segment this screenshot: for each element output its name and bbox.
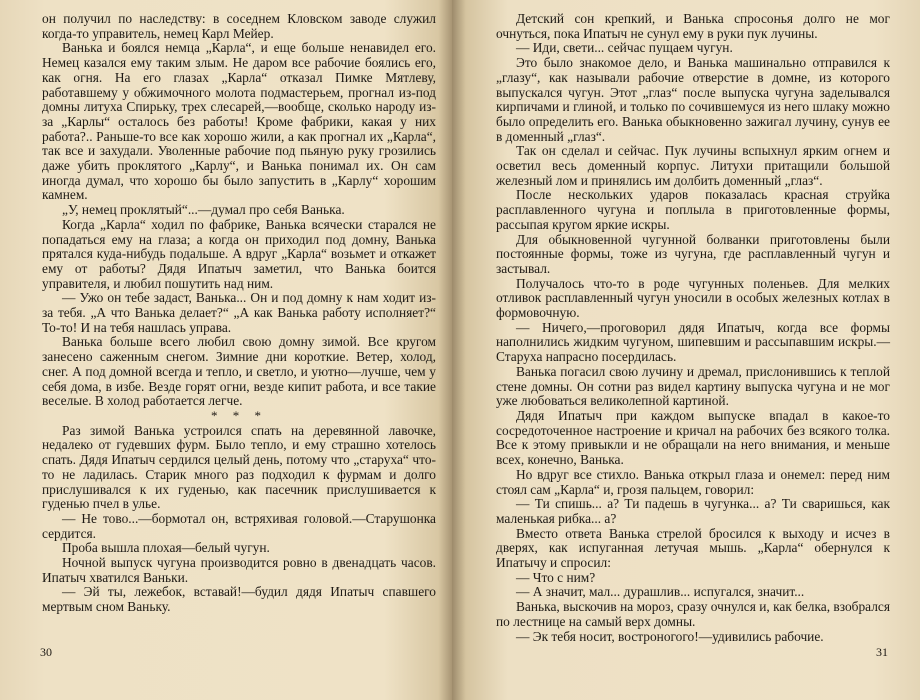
paragraph: Ванька больше всего любил свою домну зимой. Все кругом занесено саженным снегом. Зимние дни короткие. Ветер, холод, снег. А под домной всегда и тепло, и светло, и уютно—лучше, чем у себя дома, в избе. Везде горят огни, везде кипит работа, и все такие веселые. В холод работается легче. [42,334,436,409]
paragraph: Ванька погасил свою лучину и дремал, прислонившись к теплой стене домны. Он сотни раз видел картину выпуска чугуна и не мог уже любоваться великолепной картиной. [496,363,890,409]
paragraph: он получил по наследству: в соседнем Кловском заводе служил когда-то управитель, немец Карл Мейер. [42,11,436,41]
paragraph: — Иди, свети... сейчас пущаем чугун. [516,40,733,56]
paragraph: Раз зимой Ванька устроился спать на деревянной лавочке, недалеко от гудевших фурм. Было тепло, и ему страшно хотелось спать. Дядя Ипатыч сердился целый день, потому что „старуха“ что-то не ладилась. Старик много раз подходил к фурмам и долго прислушивался к их гуденью, как пасечник прислушивается к гуденью пчел в улье. [42,422,436,512]
paragraph: Ванька, выскочив на мороз, сразу очнулся и, как белка, взобрался по лестнице на самый верх домны. [496,599,890,629]
paragraph: — Не тово...—бормотал он, встряхивая головой.—Старушонка сердится. [42,510,436,541]
paragraph: После нескольких ударов показалась красная струйка расплавленного чугуна и поплыла в приготовленные формы, рассыпая кругом яркие искры. [496,187,890,232]
left-page [0,0,452,700]
paragraph: Вместо ответа Ванька стрелой бросился к выходу и исчез в дверях, как испуганная летучая мышь. „Карла“ обернулся к Ипатычу и спросил: [496,525,890,571]
paragraph: Получалось что-то в роде чугунных поленьев. Для мелких отливок расплавленный чугун уносили в особых железных котлах в формовочную. [496,275,890,321]
paragraph: Проба вышла плохая—белый чугун. [62,540,270,556]
paragraph: Детский сон крепкий, и Ванька спросонья долго не мог очнуться, пока Ипатыч не сунул ему в руки пук лучины. [496,11,890,41]
paragraph: — Эк тебя носит, востроногого!—удивились рабочие. [516,628,824,644]
paragraph: Это было знакомое дело, и Ванька машинально отправился к „глазу“, как называли рабочие отверстие в домне, из которого выпускался чугун. Этот „глаз“ после выпуска чугуна заделывался кирпичами и глиной, и только по сочившемуся из него шлаку можно было определить его. Ванька обыкновенно зажигал лучину, сунув ее в доменный „глаз“. [496,55,890,144]
paragraph: Дядя Ипатыч при каждом выпуске впадал в какое-то сосредоточенное настроение и кричал на рабочих без всякого толка. Все к этому привыкли и не обращали на него внимания, и меньше всех, конечно, Ванька. [496,407,890,468]
paragraph: „У, немец проклятый“...—думал про себя Ванька. [62,202,345,218]
paragraph: Ночной выпуск чугуна производится ровно в двенадцать часов. Ипатыч хватился Ваньки. [42,555,436,585]
paragraph: — Эй ты, лежебок, вставай!—будил дядя Ипатыч спавшего мертвым сном Ваньку. [42,584,436,615]
paragraph: — А значит, мал... дурашлив... испугался, значит... [516,584,805,600]
page-number-left: 30 [40,645,52,659]
page-number-right: 31 [876,645,888,659]
paragraph: — Ничего,—проговорил дядя Ипатыч, когда все формы наполнились жидким чугуном, шипевшим и рассыпавшим искры.—Старуха напрасно посердилась. [496,319,890,365]
paragraph: — Что с ним? [516,569,596,585]
left-page-text [42,12,436,615]
paragraph: Когда „Карла“ ходил по фабрике, Ванька всячески старался не попадаться ему на глаза; а когда он приходил под домну, Ванька прятался куда-нибудь подальше. А вдруг „Карла“ возьмет и откажет ему от работы? Дядя Ипатыч заметил, что Ванька боится управителя, и любил пошутить над ним. [42,216,436,291]
paragraph: Ванька и боялся немца „Карла“, и еще больше ненавидел его. Немец казался ему таким злым. Не даром все рабочие боялись его, как огня. На его глазах „Карла“ отказал Пимке Мятлеву, работавшему у обжимочного молота подмастерьем, прогнал из-под домны литуха Спирьку, трех слесарей,—вообще, сколько народу из-за „Карлы“ осталось без работы! Кроме фабрики, какая у них работа?.. Раньше-то все как хорошо жили, а как прогнал их „Карла“, так все и захудали. Уволенные рабочие под пьяную руку грозились даже убить проклятого „Карлу“, и Ванька понимал их. Он сам иногда думал, что хорошо бы было запустить в „Карлу“ хорошим камнем. [42,40,436,203]
paragraph: Так он сделал и сейчас. Пук лучины вспыхнул ярким огнем и осветил весь доменный корпус. Литухи притащили большой железный лом и принялись им долбить доменный „глаз“. [496,143,890,188]
paragraph: — Ти спишь... а? Ти падешь в чугунка... а? Ти сваришься, как маленькая рибка... а? [496,496,890,526]
right-page-text [496,12,890,644]
paragraph: — Ужо он тебе задаст, Ванька... Он и под домну к нам ходит из-за тебя. „А что Ванька делает?“ „А как Ванька работу исполняет?“ То-то! И на тебя нашлась управа. [42,290,436,335]
paragraph: Для обыкновенной чугунной болванки приготовлены были постоянные формы, тоже из чугуна, где расплавленный чугун и застывал. [496,231,890,276]
section-separator: * * * [211,407,267,423]
paragraph: Но вдруг все стихло. Ванька открыл глаза и онемел: перед ним стоял сам „Карла“ и, грозя пальцем, говорил: [496,466,890,497]
right-page [452,0,920,700]
